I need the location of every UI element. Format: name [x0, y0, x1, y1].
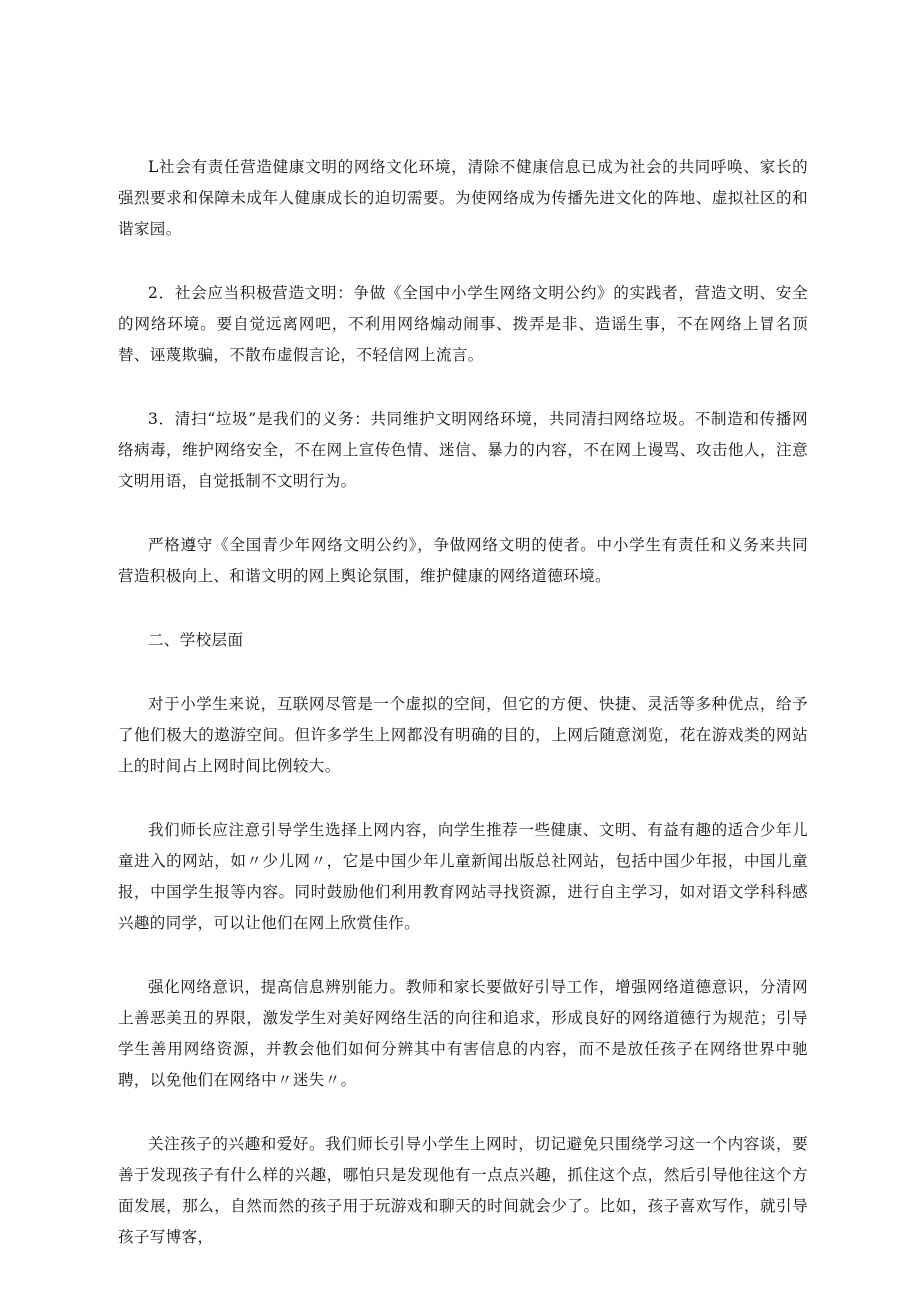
- paragraph-society-responsibility: L社会有责任营造健康文明的网络文化环境，清除不健康信息已成为社会的共同呼唤、家长的强烈要求和保障未成年人健康成长的迫切需要。为使网络成为传播先进文化的阵地、虚拟社区的和谐家园。: [118, 158, 808, 238]
- paragraph-network-awareness: 强化网络意识，提高信息辨别能力。教师和家长要做好引导工作，增强网络道德意识，分清网上善恶美丑的界限，激发学生对美好网络生活的向往和追求，形成良好的网络道德行为规范；引导学生善用网络资源，并教会他们如何分辨其中有害信息的内容，而不是放任孩子在网络世界中驰聘，以免他们在网络中〃迷失〃。: [118, 978, 808, 1089]
- section-heading-school: 二、学校层面: [148, 631, 244, 649]
- paragraph-guide-content: 我们师长应注意引导学生选择上网内容，向学生推荐一些健康、文明、有益有趣的适合少年儿童进入的网站，如〃少儿网〃，它是中国少年儿童新闻出版总社网站，包括中国少年报，中国儿童报，中国学生报等内容。同时鼓励他们利用教育网站寻找资源，进行自主学习，如对语文学科科感兴趣的同学，可以让他们在网上欣赏佳作。: [118, 821, 808, 932]
- paragraph-convention: 严格遵守《全国青少年网络文明公约》，争做网络文明的使者。中小学生有责任和义务来共同营造积极向上、和谐文明的网上舆论氛围，维护健康的网络道德环境。: [118, 536, 808, 585]
- paragraph-pupils-internet: 对于小学生来说，互联网尽管是一个虚拟的空间，但它的方便、快捷、灵活等多种优点，给予了他们极大的遨游空间。但许多学生上网都没有明确的目的，上网后随意浏览，花在游戏类的网站上的时间占上网时间比例较大。: [118, 695, 808, 775]
- paragraph-interests-hobbies: 关注孩子的兴趣和爱好。我们师长引导小学生上网时，切记避免只围绕学习这一个内容谈，要善于发现孩子有什么样的兴趣，哪怕只是发现他有一点点兴趣，抓住这个点，然后引导他往这个方面发展，那么，自然而然的孩子用于玩游戏和聊天的时间就会少了。比如，孩子喜欢写作，就引导孩子写博客，: [118, 1135, 808, 1246]
- paragraph-clean-garbage: 3．清扫“垃圾”是我们的义务：共同维护文明网络环境，共同清扫网络垃圾。不制造和传播网络病毒，维护网络安全，不在网上宣传色情、迷信、暴力的内容，不在网上谩骂、攻击他人，注意文明用语，自觉抵制不文明行为。: [118, 410, 808, 490]
- paragraph-build-civilization: 2．社会应当积极营造文明：争做《全国中小学生网络文明公约》的实践者，营造文明、安全的网络环境。要自觉远离网吧，不利用网络煽动闹事、拨弄是非、造谣生事，不在网络上冒名顶替、诬蔑欺骗，不散布虚假言论，不轻信网上流言。: [118, 284, 808, 364]
- document-page: [118, 152, 808, 1286]
